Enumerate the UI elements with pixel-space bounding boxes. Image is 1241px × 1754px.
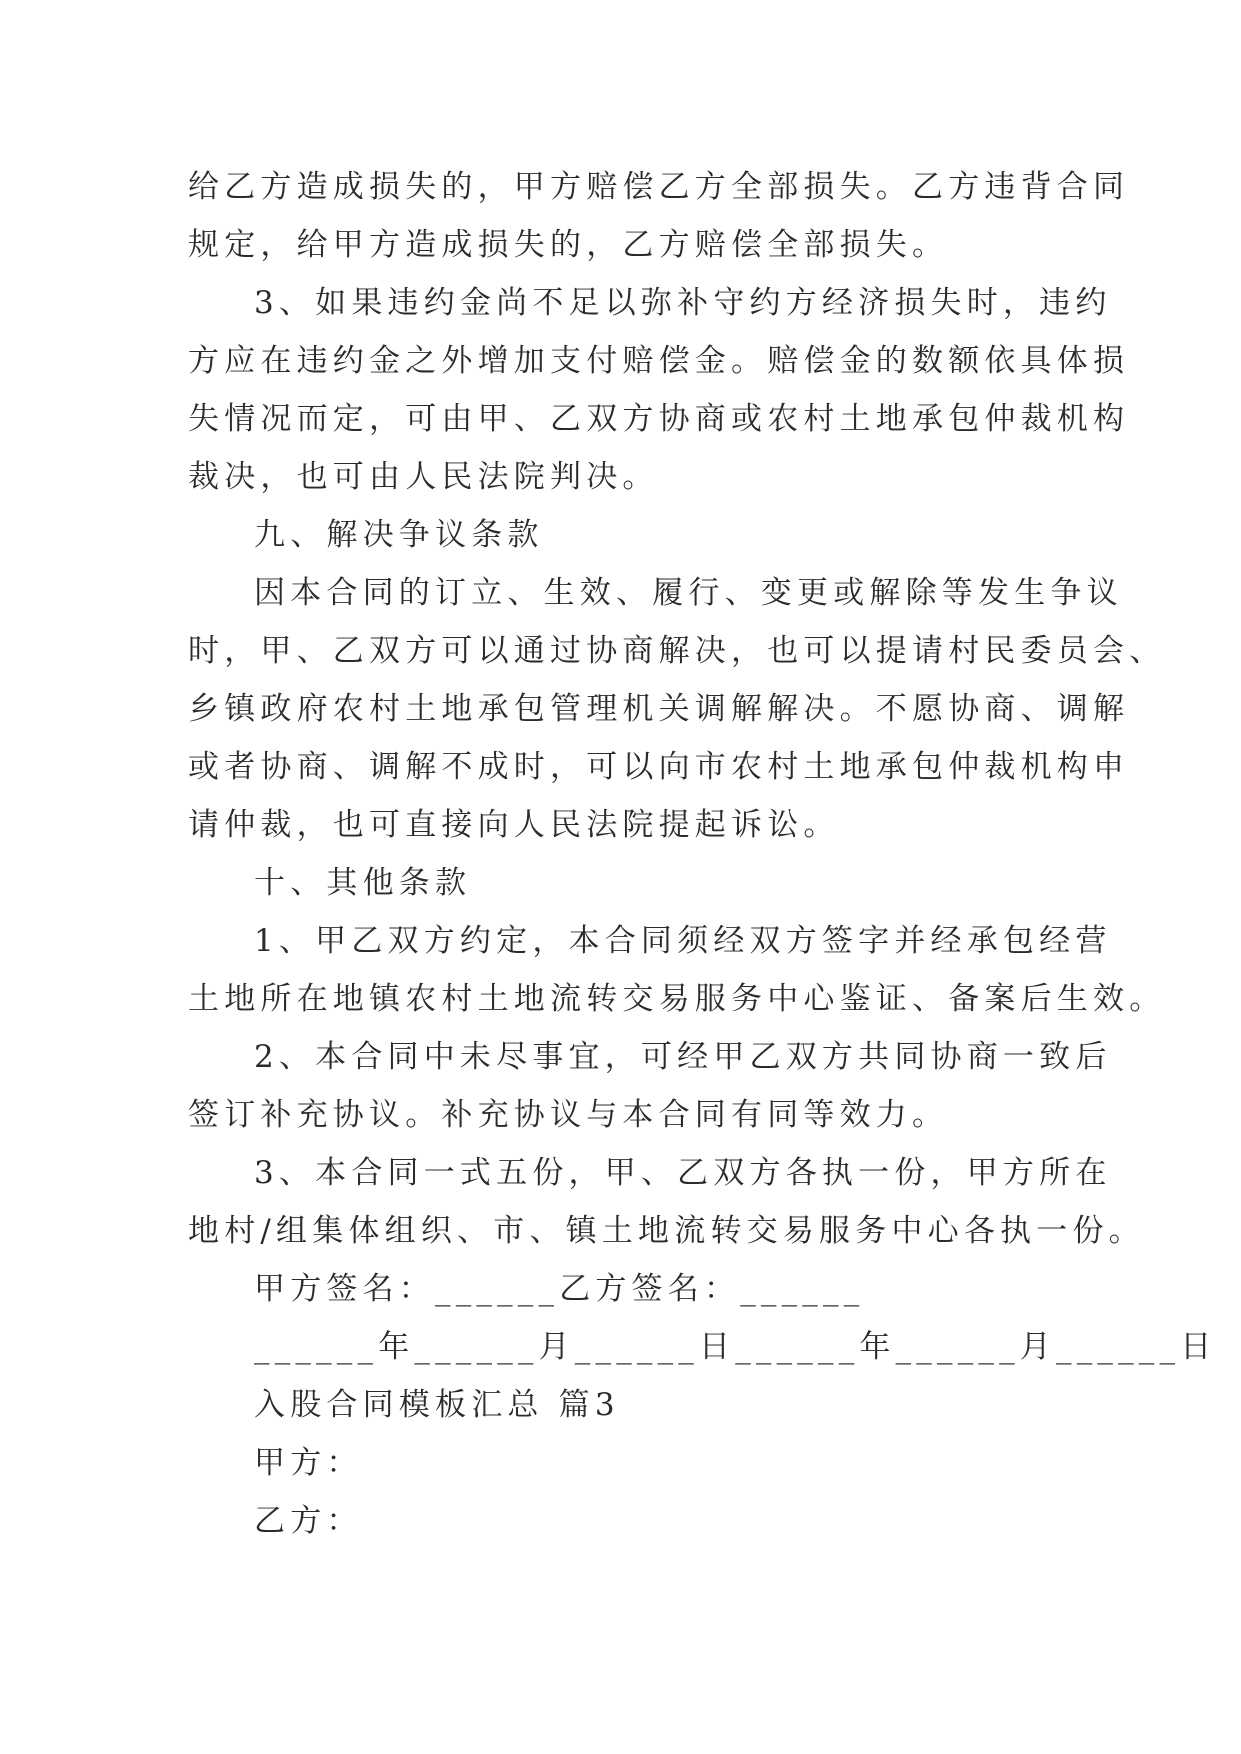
clause-10-2-start: 2、本合同中未尽事宜，可经甲乙双方共同协商一致后 — [254, 1039, 1112, 1075]
document-body — [188, 158, 1217, 1550]
text-line: 土地所在地镇农村土地流转交易服务中心鉴证、备案后生效。 — [188, 981, 1166, 1017]
text-line: 方应在违约金之外增加支付赔偿金。赔偿金的数额依具体损 — [188, 343, 1130, 379]
text-line: 规定，给甲方造成损失的，乙方赔偿全部损失。 — [188, 227, 949, 263]
section-heading-dispute-resolution: 九、解决争议条款 — [254, 517, 544, 553]
party-b-label: 乙方： — [254, 1503, 363, 1539]
section-heading-other-terms: 十、其他条款 — [254, 865, 472, 901]
text-line: 乡镇政府农村土地承包管理机关调解解决。不愿协商、调解 — [188, 691, 1130, 727]
clause-8-3-start: 3、如果违约金尚不足以弥补守约方经济损失时，违约 — [254, 285, 1112, 321]
text-line: 或者协商、调解不成时，可以向市农村土地承包仲裁机构申 — [188, 749, 1130, 785]
dispute-paragraph-start: 因本合同的订立、生效、履行、变更或解除等发生争议 — [254, 575, 1123, 611]
text-line: 请仲裁，也可直接向人民法院提起诉讼。 — [188, 807, 840, 843]
text-line: 裁决，也可由人民法院判决。 — [188, 459, 659, 495]
clause-10-1-start: 1、甲乙双方约定，本合同须经双方签字并经承包经营 — [254, 923, 1112, 959]
text-line: 地村/组集体组织、市、镇土地流转交易服务中心各执一份。 — [188, 1213, 1145, 1249]
text-line: 签订补充协议。补充协议与本合同有同等效力。 — [188, 1097, 949, 1133]
date-line: ______年______月______日______年______月______日 — [254, 1329, 1217, 1365]
text-line: 失情况而定，可由甲、乙双方协商或农村土地承包仲裁机构 — [188, 401, 1130, 437]
text-line: 给乙方造成损失的，甲方赔偿乙方全部损失。乙方违背合同 — [188, 169, 1130, 205]
signature-line: 甲方签名：______乙方签名：______ — [254, 1271, 865, 1307]
clause-10-3-start: 3、本合同一式五份，甲、乙双方各执一份，甲方所在 — [254, 1155, 1112, 1191]
text-line: 时，甲、乙双方可以通过协商解决，也可以提请村民委员会、 — [188, 633, 1166, 669]
document-section-title: 入股合同模板汇总 篇3 — [254, 1387, 620, 1423]
party-a-label: 甲方： — [254, 1445, 363, 1481]
